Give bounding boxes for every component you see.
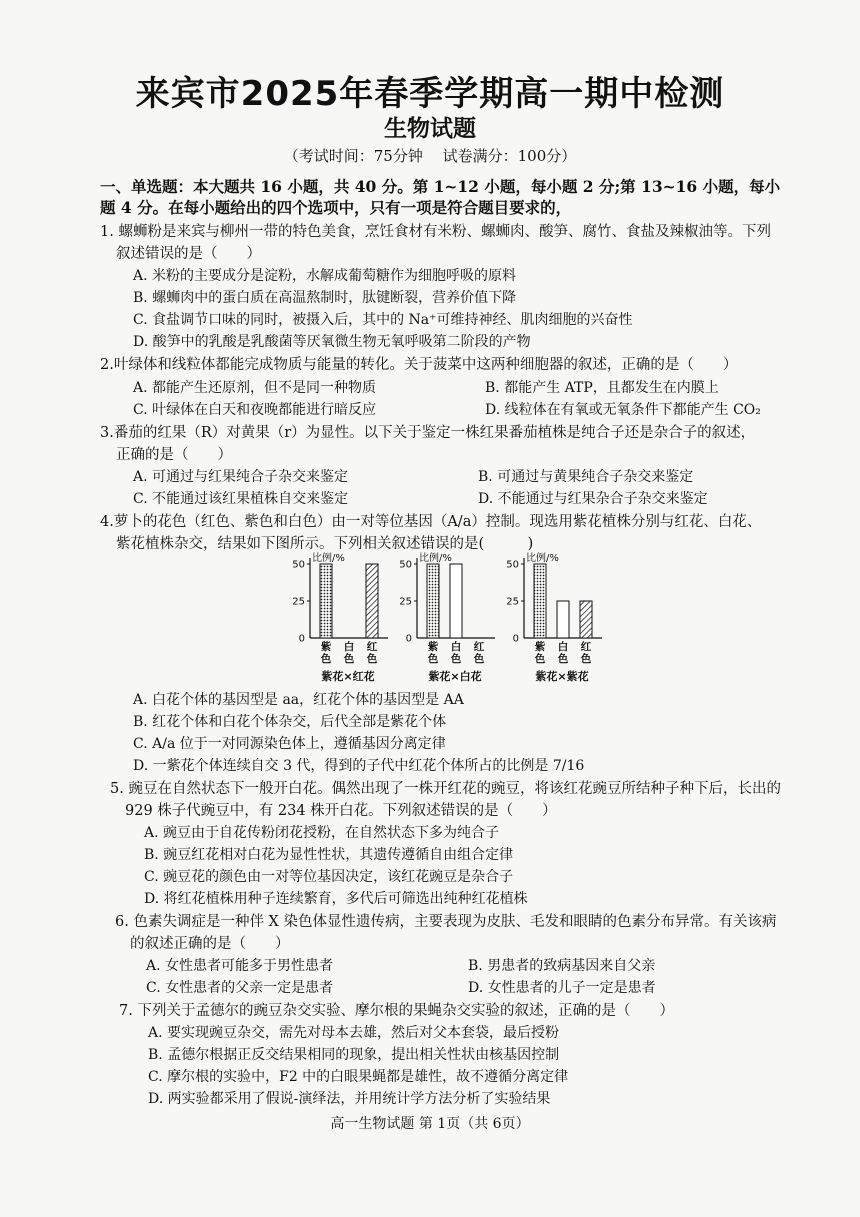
- chart-title: 紫花×白花: [428, 670, 482, 683]
- page-footer: 高一生物试题 第 1页（共 6页）: [330, 1116, 530, 1132]
- q3-option-a: A. 可通过与红果纯合子杂交来鉴定: [133, 469, 349, 485]
- q7-stem: 7. 下列关于孟德尔的豌豆杂交实验、摩尔根的果蝇杂交实验的叙述，正确的是（ ）: [119, 1003, 674, 1019]
- section-heading: 一、单选题：本大题共 16 小题，共 40 分。第 1~12 小题，每小题 2 分;第 13~16 小题，每小: [100, 177, 781, 196]
- q3-option-d: D. 不能通过与红果杂合子杂交来鉴定: [478, 491, 708, 507]
- x-tick-label: 红: [580, 641, 592, 653]
- y-tick-label: 50: [506, 559, 519, 571]
- q6-option-a: A. 女性患者可能多于男性患者: [146, 958, 334, 974]
- section-heading-cont: 题 4 分。在每小题给出的四个选项中，只有一项是符合题目要求的，: [100, 198, 572, 217]
- exam-meta: （考试时间：75分钟 试卷满分：100分）: [283, 147, 577, 165]
- y-tick-label: 0: [405, 633, 412, 645]
- q1-option-c: C. 食盐调节口味的同时，被摄入后，其中的 Na⁺可维持神经、肌肉细胞的兴奋性: [133, 312, 633, 328]
- q7-option-a: A. 要实现豌豆杂交，需先对母本去雄，然后对父本套袋，最后授粉: [148, 1025, 560, 1041]
- y-tick-label: 25: [292, 596, 305, 608]
- q6-stem-cont: 的叙述正确的是（ ）: [130, 936, 290, 952]
- y-tick-label: 25: [506, 596, 519, 608]
- x-tick-label: 红: [366, 641, 378, 653]
- q3-option-b: B. 可通过与黄果纯合子杂交来鉴定: [478, 469, 694, 485]
- q6-option-b: B. 男患者的致病基因来自父亲: [468, 958, 656, 974]
- q5-option-b: B. 豌豆红花相对白花为显性性状，其遗传遵循自由组合定律: [144, 847, 514, 863]
- q1-option-a: A. 米粉的主要成分是淀粉，水解成葡萄糖作为细胞呼吸的原料: [133, 268, 517, 284]
- x-tick-label: 色: [534, 653, 546, 665]
- x-tick-label: 色: [580, 653, 592, 665]
- x-tick-label: 白: [557, 641, 569, 653]
- q6-option-c: C. 女性患者的父亲一定是患者: [146, 980, 334, 996]
- q1-option-b: B. 螺蛳肉中的蛋白质在高温熬制时，肽键断裂，营养价值下降: [133, 290, 517, 306]
- y-axis-label: 比例/%: [526, 553, 559, 564]
- x-tick-label: 白: [450, 641, 462, 653]
- q2-option-c: C. 叶绿体在白天和夜晚都能进行暗反应: [133, 402, 377, 418]
- q4-stem: 4.萝卜的花色（红色、紫色和白色）由一对等位基因（A/a）控制。现选用紫花植株分别与红花、白花、: [100, 514, 762, 530]
- x-tick-label: 红: [473, 641, 485, 653]
- q4-bar-charts: [290, 550, 610, 690]
- y-axis-label: 比例/%: [419, 553, 452, 564]
- q2-option-a: A. 都能产生还原剂，但不是同一种物质: [133, 380, 377, 396]
- bar-白色: [450, 564, 462, 638]
- x-tick-label: 色: [557, 653, 569, 665]
- q5-stem-cont: 929 株子代豌豆中，有 234 株开白花。下列叙述错误的是（ ）: [125, 803, 557, 819]
- subject-title: 生物试题: [384, 116, 476, 142]
- q6-option-d: D. 女性患者的儿子一定是患者: [468, 980, 656, 996]
- y-tick-label: 50: [292, 559, 305, 571]
- bar-白色: [557, 601, 569, 638]
- bar-紫色: [534, 564, 546, 638]
- q5-option-c: C. 豌豆花的颜色由一对等位基因决定，该红花豌豆是杂合子: [144, 869, 514, 885]
- q1-stem-cont: 叙述错误的是（ ）: [116, 246, 261, 262]
- q4-stem-cont: 紫花植株杂交，结果如下图所示。下列相关叙述错误的是( ): [116, 536, 534, 552]
- bar-紫色: [427, 564, 439, 638]
- q7-option-c: C. 摩尔根的实验中，F2 中的白眼果蝇都是雄性，故不遵循分离定律: [148, 1069, 569, 1085]
- q7-option-d: D. 两实验都采用了假说-演绎法，并用统计学方法分析了实验结果: [148, 1091, 551, 1107]
- bar-紫色: [320, 564, 332, 638]
- q4-option-d: D. 一紫花个体连续自交 3 代，得到的子代中红花个体所占的比例是 7/16: [133, 758, 585, 774]
- q1-stem: 1. 螺蛳粉是来宾与柳州一带的特色美食，烹饪食材有米粉、螺蛳肉、酸笋、腐竹、食盐及辣椒油等。下列: [100, 224, 771, 240]
- q2-stem: 2.叶绿体和线粒体都能完成物质与能量的转化。关于菠菜中这两种细胞器的叙述，正确的是（ ）: [100, 357, 738, 373]
- bar-红色: [366, 564, 378, 638]
- x-tick-label: 色: [343, 653, 355, 665]
- q3-option-c: C. 不能通过该红果植株自交来鉴定: [133, 491, 349, 507]
- q1-option-d: D. 酸笋中的乳酸是乳酸菌等厌氧微生物无氧呼吸第二阶段的产物: [133, 334, 531, 350]
- y-tick-label: 0: [512, 633, 519, 645]
- q4-option-a: A. 白花个体的基因型是 aa，红花个体的基因型是 AA: [133, 692, 464, 708]
- exam-title: 来宾市2025年春季学期高一期中检测: [135, 74, 725, 114]
- q2-option-b: B. 都能产生 ATP，且都发生在内膜上: [485, 380, 719, 396]
- x-tick-label: 白: [343, 641, 355, 653]
- x-tick-label: 色: [320, 653, 332, 665]
- q5-option-d: D. 将红花植株用种子连续繁育，多代后可筛选出纯种红花植株: [144, 891, 528, 907]
- chart-title: 紫花×紫花: [535, 670, 589, 683]
- q5-option-a: A. 豌豆由于自花传粉闭花授粉，在自然状态下多为纯合子: [144, 825, 500, 841]
- q3-stem-cont: 正确的是（ ）: [116, 447, 232, 463]
- q4-option-b: B. 红花个体和白花个体杂交，后代全部是紫花个体: [133, 714, 447, 730]
- y-tick-label: 0: [298, 633, 305, 645]
- q6-stem: 6. 色素失调症是一种伴 X 染色体显性遗传病，主要表现为皮肤、毛发和眼睛的色素分布异常。有关该病: [115, 914, 777, 930]
- x-tick-label: 色: [366, 653, 378, 665]
- chart-title: 紫花×红花: [321, 670, 375, 683]
- x-tick-label: 色: [427, 653, 439, 665]
- q2-option-d: D. 线粒体在有氧或无氧条件下都能产生 CO₂: [485, 402, 761, 418]
- q5-stem: 5. 豌豆在自然状态下一般开白花。偶然出现了一株开红花的豌豆，将该红花豌豆所结种子种下后，长出的: [110, 781, 781, 797]
- x-tick-label: 色: [450, 653, 462, 665]
- x-tick-label: 色: [473, 653, 485, 665]
- y-axis-label: 比例/%: [312, 553, 345, 564]
- q4-option-c: C. A/a 位于一对同源染色体上，遵循基因分离定律: [133, 736, 446, 752]
- x-tick-label: 紫: [320, 641, 332, 653]
- q3-stem: 3.番茄的红果（R）对黄果（r）为显性。以下关于鉴定一株红果番茄植株是纯合子还是杂合子的叙述，: [100, 425, 756, 441]
- bar-红色: [580, 601, 592, 638]
- y-tick-label: 50: [399, 559, 412, 571]
- x-tick-label: 紫: [427, 641, 439, 653]
- y-tick-label: 25: [399, 596, 412, 608]
- q7-option-b: B. 孟德尔根据正反交结果相同的现象，提出相关性状由核基因控制: [148, 1047, 560, 1063]
- x-tick-label: 紫: [534, 641, 546, 653]
